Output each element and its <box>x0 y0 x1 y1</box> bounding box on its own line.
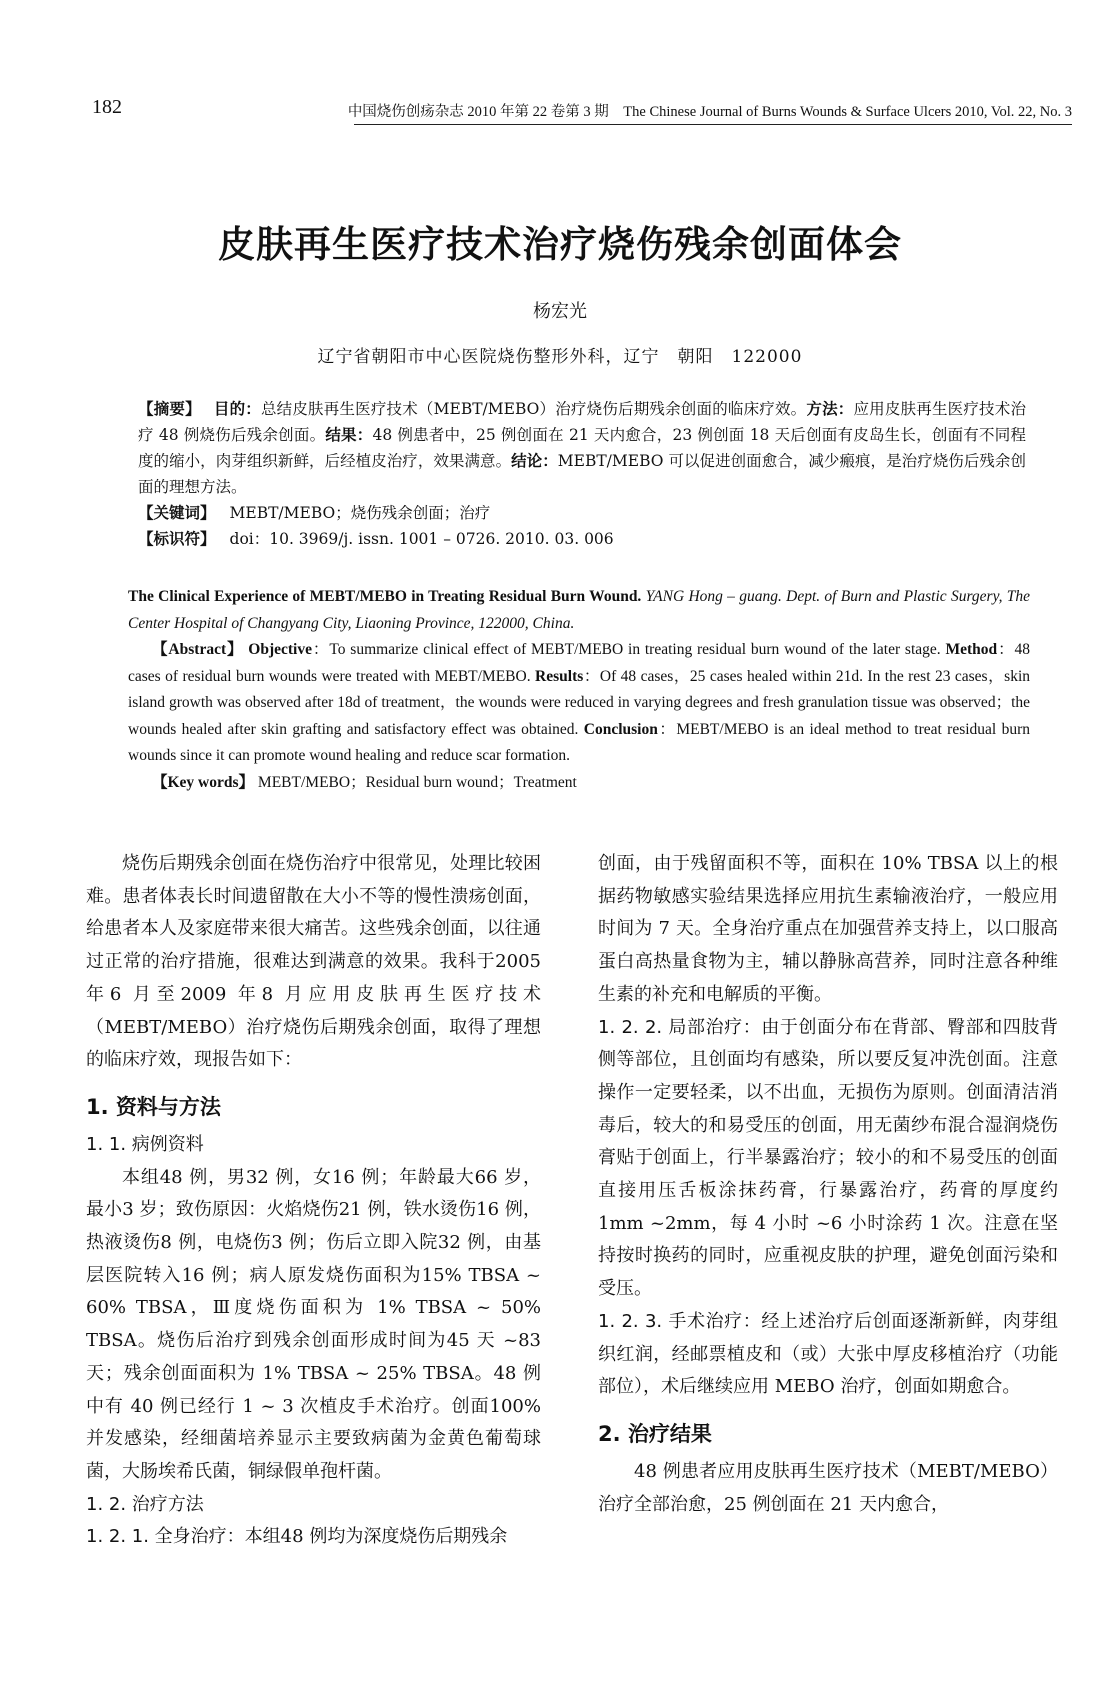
abstract-chinese <box>138 396 1026 552</box>
section-1-2-1-heading: 1. 2. 1. 全身治疗： <box>86 1526 245 1548</box>
section-1-2-3-text: 经上述治疗后创面逐渐新鲜，肉芽组织红润，经邮票植皮和（或）大张中厚皮移植治疗（功能部位），术后继续应用 MEBO 治疗，创面如期愈合。 <box>598 1310 1059 1398</box>
section-1-2-2-text: 由于创面分布在背部、臀部和四肢背侧等部位，且创面均有感染，所以要反复冲洗创面。注意操作一定要轻柔，以不出血，无损伤为原则。创面清洁消毒后，较大的和易受压的创面，用无菌纱布混合湿润烧伤膏贴于创面上，行半暴露治疗；较小的和不易受压的创面直接用压舌板涂抹药膏，行暴露治疗，药膏的厚度约 1mm ~2mm，每 4 小时 ~6 小时涂药 1 次。注意在坚持按时换药的同时，应重视皮肤的护理，避免创面污染和受压。 <box>598 1016 1059 1300</box>
method-label: 方法： <box>806 400 854 418</box>
conclusion-label: 结论： <box>511 452 558 470</box>
section-2-heading: 2. 治疗结果 <box>598 1421 712 1446</box>
keywords-cn-text: MEBT/MEBO；烧伤残余创面；治疗 <box>229 504 491 522</box>
method-text: 应用皮肤再生医疗技术治疗 48 例烧伤后残余创面。 <box>138 400 1026 444</box>
page-number: 182 <box>92 96 122 118</box>
conclusion-text: MEBT/MEBO 可以促进创面愈合，减少瘢痕，是治疗烧伤后残余创面的理想方法。 <box>138 452 1026 496</box>
section-1-1-text: 本组48 例，男32 例，女16 例；年龄最大66 岁，最小3 岁；致伤原因：火焰烧伤21 例，铁水烫伤16 例，热液烫伤8 例，电烧伤3 例；伤后立即入院32 例，由基层医院转入16 例；病人原发烧伤面积为15% TBSA ~ 60% TBSA，Ⅲ度烧伤面积为 1% TBSA ~ 50% TBSA。烧伤后治疗到残余创面形成时间为45 天 ~83 天；残余创面面积为 1% TBSA ~ 25% TBSA。48 例中有 40 例已经行 1 ~ 3 次植皮手术治疗。创面100% 并发感染，经细菌培养显示主要致病菌为金黄色葡萄球菌，大肠埃希氏菌，铜绿假单孢杆菌。 <box>86 1166 541 1482</box>
abstract-en-body <box>128 637 1030 770</box>
running-head: 中国烧伤创疡杂志 2010 年第 22 卷第 3 期 The Chinese Journal of Burns Wounds & Surface Ulcers 2010, Vol. 22, No. 3 <box>347 104 1072 120</box>
english-author-affiliation: YANG Hong – guang. Dept. of Burn and Plastic Surgery, The Center Hospital of Changyang City, Liaoning Province, 122000, China. <box>128 588 1031 632</box>
abstract-english <box>128 584 1030 796</box>
abstract-cn-label: 【摘要】 <box>138 400 194 418</box>
section-1-2-3-heading: 1. 2. 3. 手术治疗： <box>598 1310 762 1332</box>
keywords-en-line <box>128 770 1030 797</box>
keywords-en-label: 【Key words】 <box>152 773 255 791</box>
results-label: 结果： <box>325 426 373 444</box>
body-column-left <box>86 848 541 1554</box>
identifier-line <box>138 526 1026 552</box>
section-1-heading: 1. 资料与方法 <box>86 1094 221 1119</box>
en-results-label: Results <box>535 667 584 685</box>
abstract-en-label: 【Abstract】 <box>152 641 244 658</box>
en-objective-text: ：To summarize clinical effect of MEBT/MEBO in treating residual burn wound of the later stage. <box>312 641 941 658</box>
objective-label: 目的： <box>213 400 261 418</box>
intro-paragraph: 烧伤后期残余创面在烧伤治疗中很常见，处理比较困难。患者体表长时间遗留散在大小不等的慢性溃疡创面，给患者本人及家庭带来很大痛苦。这些残余创面，以往通过正常的治疗措施，很难达到满意的效果。我科于2005 年6 月至2009 年8 月应用皮肤再生医疗技术（MEBT/MEBO）治疗烧伤后期残余创面，取得了理想的临床疗效，现报告如下： <box>86 853 541 1071</box>
objective-text: 总结皮肤再生医疗技术（MEBT/MEBO）治疗烧伤后期残余创面的临床疗效。 <box>260 400 807 418</box>
en-results-text: ：Of 48 cases，25 cases healed within 21d. In the rest 23 cases，skin island growth was observed after 18d of treatment，the wounds were reduced in varying degrees and fresh granulation tissue was observed；the wounds healed after skin grafting and satisfactory effect was obtained. <box>128 667 1031 738</box>
section-1-2-2-heading: 1. 2. 2. 局部治疗： <box>598 1016 762 1038</box>
en-conclusion-text: ：MEBT/MEBO is an ideal method to treat residual burn wounds since it can promote wound healing and reduce scar formation. <box>128 720 1031 764</box>
section-1-2-1-text-left: 本组48 例均为深度烧伤后期残余 <box>244 1526 508 1548</box>
keywords-cn-line <box>138 500 1026 526</box>
identifier-label: 【标识符】 <box>138 530 216 548</box>
en-objective-label: Objective <box>248 641 312 658</box>
keywords-cn-label: 【关键词】 <box>138 504 216 522</box>
author-name: 杨宏光 <box>533 301 587 322</box>
section-1-2-1-paragraph <box>86 1521 541 1554</box>
en-conclusion-label: Conclusion <box>583 720 658 738</box>
article-title: 皮肤再生医疗技术治疗烧伤残余创面体会 <box>218 223 902 266</box>
identifier-text: doi：10. 3969/j. issn. 1001 – 0726. 2010. 03. 006 <box>229 530 614 548</box>
page-header <box>92 96 1072 126</box>
abstract-en-heading <box>128 584 1030 637</box>
body-column-right <box>598 848 1058 1521</box>
header-rule <box>354 124 1072 125</box>
results-text: 48 例患者中，25 例创面在 21 天内愈合，23 例创面 18 天后创面有皮岛生长，创面有不同程度的缩小，肉芽组织新鲜，后经植皮治疗，效果满意。 <box>138 426 1026 470</box>
section-1-2-3-paragraph <box>598 1306 1058 1404</box>
section-1-2-2-paragraph <box>598 1012 1058 1306</box>
section-1-2-1-text-right: 创面，由于残留面积不等，面积在 10% TBSA 以上的根据药物敏感实验结果选择应用抗生素输液治疗，一般应用时间为 7 天。全身治疗重点在加强营养支持上，以口服高蛋白高热量食物为主，辅以静脉高营养，同时注意各种维生素的补充和电解质的平衡。 <box>598 853 1058 1005</box>
abstract-cn-body <box>138 396 1026 500</box>
author-affiliation: 辽宁省朝阳市中心医院烧伤整形外科，辽宁 朝阳 122000 <box>317 347 803 367</box>
en-method-label: Method <box>945 641 998 658</box>
en-method-text: ：48 cases of residual burn wounds were treated with MEBT/MEBO. <box>128 641 1031 685</box>
english-title: The Clinical Experience of MEBT/MEBO in Treating Residual Burn Wound. <box>128 588 642 605</box>
section-2-text: 48 例患者应用皮肤再生医疗技术（MEBT/MEBO）治疗全部治愈，25 例创面在 21 天内愈合， <box>598 1460 1058 1515</box>
keywords-en-text: MEBT/MEBO；Residual burn wound；Treatment <box>257 773 577 791</box>
section-1-2-heading: 1. 2. 治疗方法 <box>86 1493 204 1515</box>
section-1-1-heading: 1. 1. 病例资料 <box>86 1133 204 1155</box>
